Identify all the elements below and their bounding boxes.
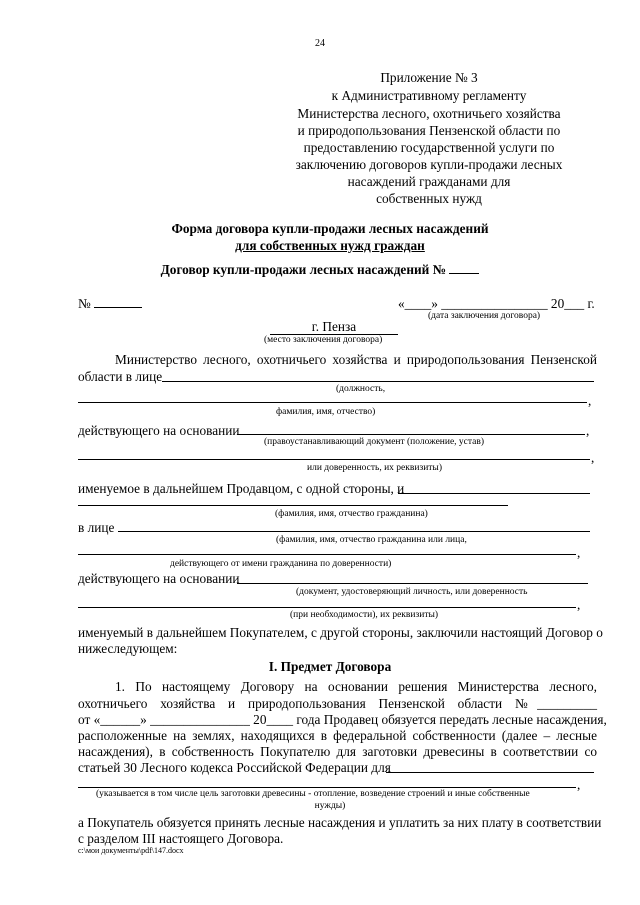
seller-blank (398, 493, 590, 494)
power-blank (78, 459, 590, 460)
contract-title (0, 262, 640, 278)
contract-number-field (78, 296, 142, 312)
seller-line: именуемое в дальнейшем Продавцом, с одной стороны, и (78, 481, 405, 496)
appendix-line-5: предоставлению государственной услуги по (303, 140, 555, 155)
footer-file-path: c:\мои документы\pdf\147.docx (78, 846, 184, 855)
in-person-blank (118, 531, 590, 532)
page-number: 24 (315, 38, 325, 49)
p1-line-2: охотничьего хозяйства и природопользования Пензенской области №_________ (78, 696, 597, 711)
comma-3: , (591, 450, 595, 465)
contract-number-blank (449, 273, 479, 274)
form-title-line-2: для собственных нужд граждан (235, 238, 425, 253)
comma-5: , (577, 597, 581, 612)
citizen-caption: (фамилия, имя, отчество гражданина) (275, 509, 428, 519)
doc-caption: (правоустанавливающий документ (положение, устав) (264, 437, 485, 447)
appendix-line-3: Министерства лесного, охотничьего хозяйства (297, 106, 561, 121)
acting-for-blank (78, 554, 576, 555)
citizen-or-caption: (фамилия, имя, отчество гражданина или лица, (276, 535, 467, 545)
p1-line-6: статьей 30 Лесного кодекса Российской Федерации для (78, 760, 391, 775)
purpose-caption-1: (указывается в том числе цель заготовки древесины - отопление, возведение строений и иные собственные (96, 789, 530, 799)
appendix-line-8: собственных нужд (376, 191, 482, 206)
id-doc-blank (237, 583, 588, 584)
appendix-line-1: Приложение № 3 (380, 70, 478, 85)
citizen-blank (78, 505, 508, 506)
purpose-blank-1 (386, 772, 594, 773)
comma-6: , (577, 777, 581, 792)
power-caption: или доверенность, их реквизиты) (307, 463, 442, 473)
buyer-line-1: именуемый в дальнейшем Покупателем, с другой стороны, заключили настоящий Договор о (78, 625, 603, 640)
appendix-line-2: к Административному регламенту (331, 88, 527, 103)
purpose-blank-2 (78, 787, 576, 788)
city-caption: (место заключения договора) (264, 335, 383, 345)
p2-line-1: а Покупатель обязуется принять лесные насаждения и уплатить за них плату в соответствии (78, 815, 602, 830)
p2-line-2: с разделом III настоящего Договора. (78, 831, 284, 846)
date-caption: (дата заключения договора) (428, 311, 541, 321)
ministry-line-2: области в лице (78, 369, 163, 384)
position-caption: (должность, (336, 384, 386, 394)
number-blank (94, 307, 142, 308)
ministry-line-1: Министерство лесного, охотничьего хозяйства и природопользования Пензенской (115, 352, 597, 367)
fio-blank (78, 402, 587, 403)
id-doc-caption: (документ, удостоверяющий личность, или доверенность (296, 587, 528, 597)
if-needed-blank (78, 607, 576, 608)
acting-basis-label: действующего на основании (78, 423, 240, 438)
p1-line-4: расположенные на землях, находящихся в федеральной собственности (далее – лесные (78, 728, 597, 743)
buyer-line-2: нижеследующем: (78, 641, 178, 656)
p1-line-5: насаждения), в собственность Покупателю для заготовки древесины в соответствии со (78, 744, 597, 759)
fio-caption: фамилия, имя, отчество) (276, 407, 376, 417)
appendix-line-6: заключению договоров купли-продажи лесных (295, 157, 563, 172)
basis-blank (237, 434, 585, 435)
city-field: г. Пенза (270, 320, 398, 335)
in-person-label: в лице (78, 520, 115, 535)
position-blank (162, 381, 594, 382)
number-sign: № (78, 296, 91, 311)
comma-1: , (588, 393, 592, 408)
contract-title-text: Договор купли-продажи лесных насаждений № (160, 262, 446, 277)
acting-basis-label-2: действующего на основании (78, 571, 240, 586)
p1-line-1: 1. По настоящему Договору на основании решения Министерства лесного, (115, 679, 597, 694)
date-field: «____» ________________ 20___ г. (398, 296, 595, 311)
if-needed-caption: (при необходимости), их реквизиты) (290, 610, 439, 620)
appendix-line-4: и природопользования Пензенской области по (297, 123, 561, 138)
section-1-title: I. Предмет Договора (268, 659, 392, 674)
form-title-line-1: Форма договора купли-продажи лесных насаждений (171, 221, 489, 236)
p1-line-3: от «______» _______________ 20____ года Продавец обязуется передать лесные насаждения, (78, 712, 607, 727)
comma-2: , (586, 423, 590, 438)
comma-4: , (577, 545, 581, 560)
purpose-caption-2: нужды) (314, 801, 346, 811)
acting-for-caption: действующего от имени гражданина по доверенности) (170, 559, 392, 569)
appendix-line-7: насаждений гражданами для (347, 174, 511, 189)
